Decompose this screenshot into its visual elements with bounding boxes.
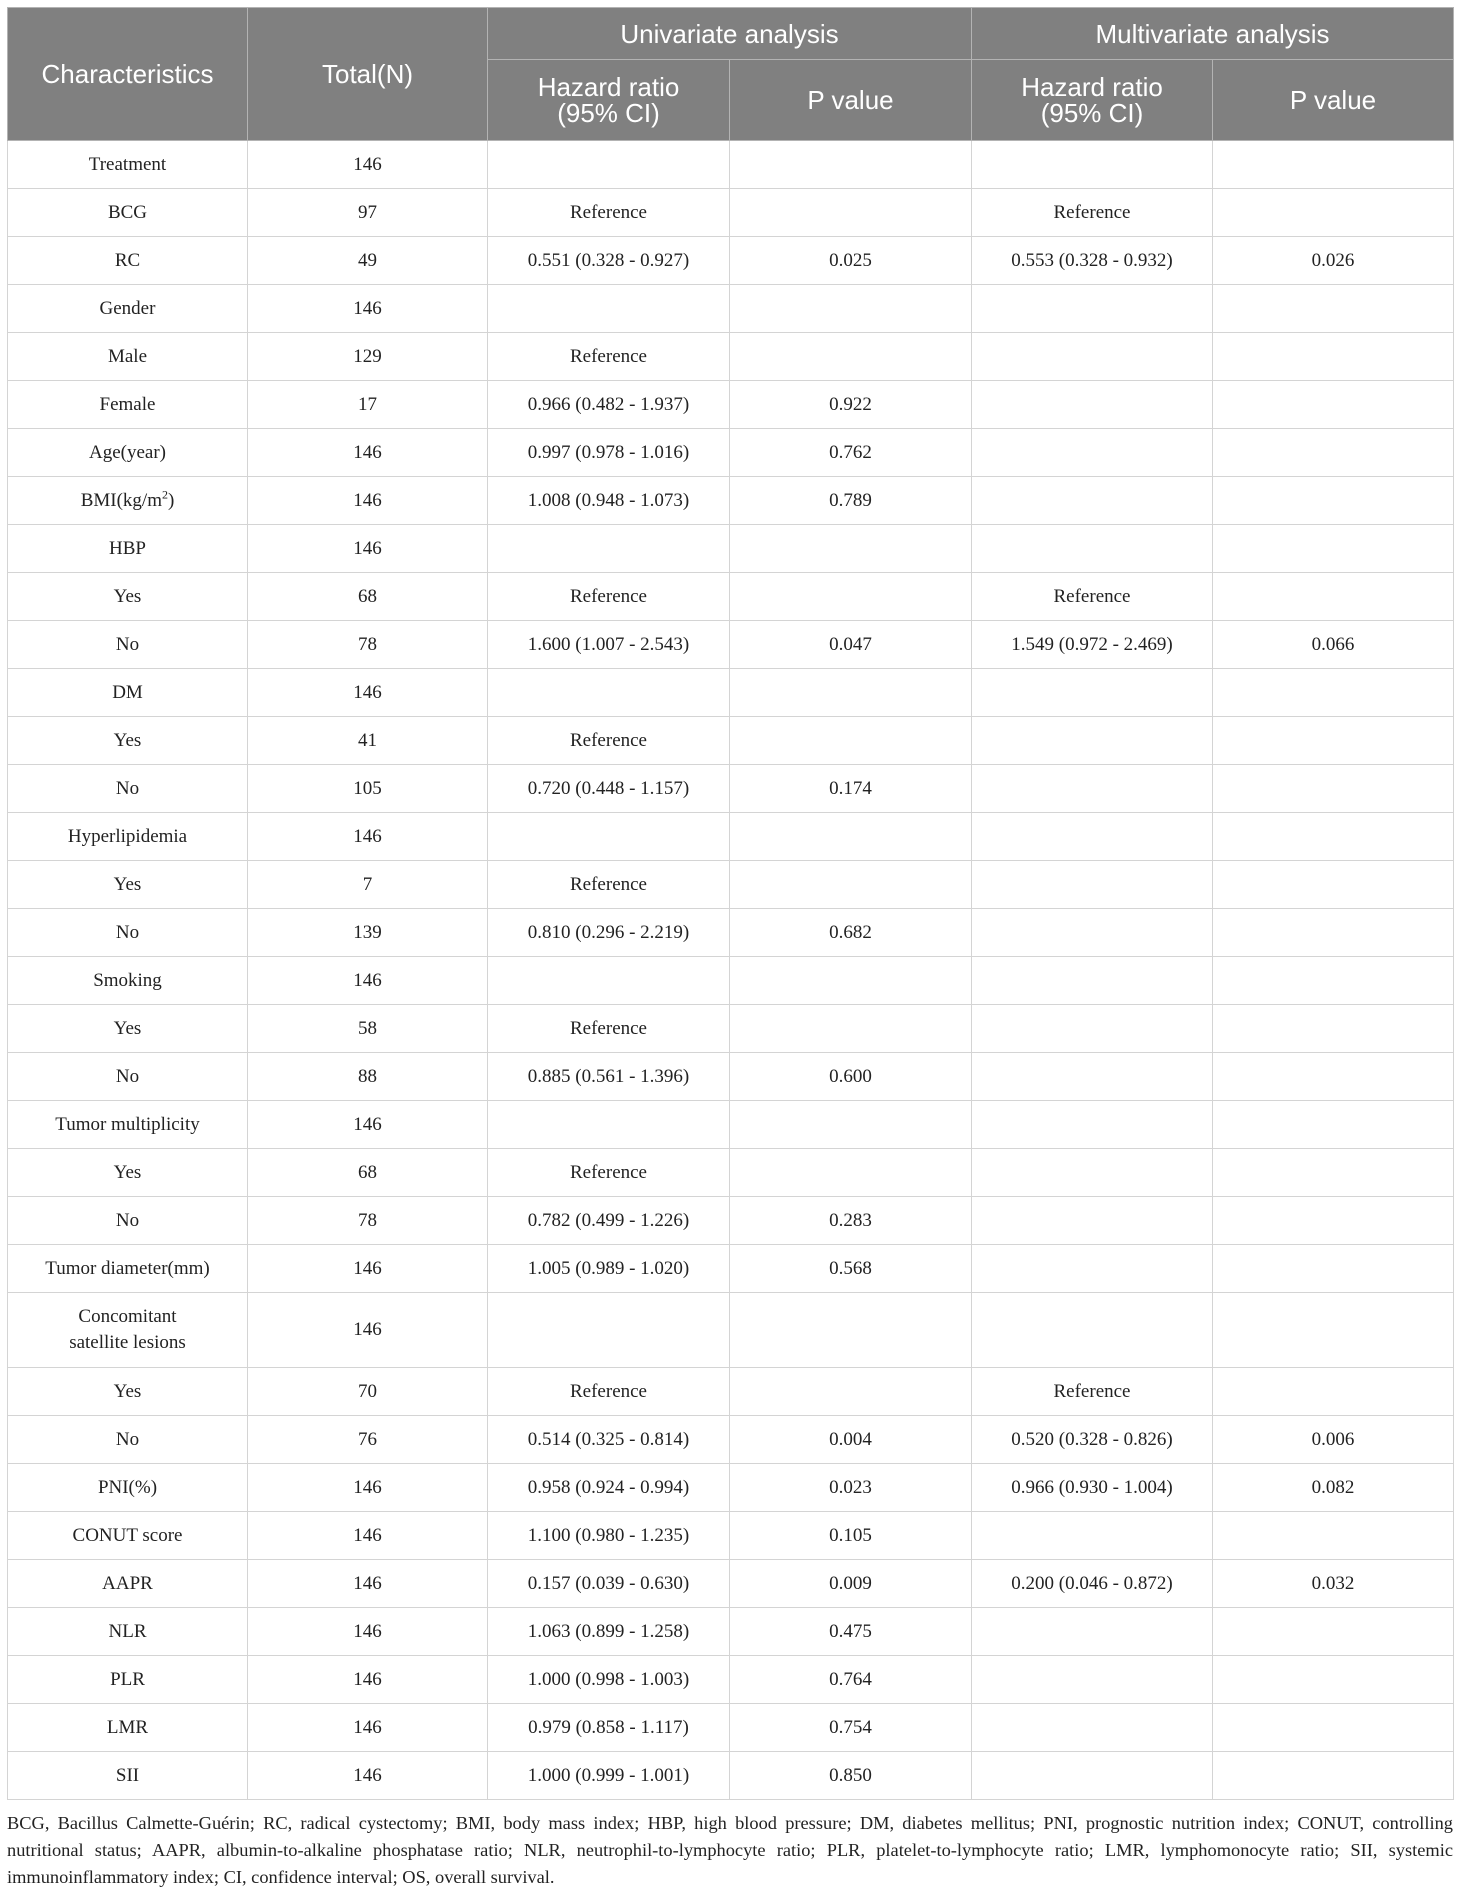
cell-univariate-hazard-ratio: Reference <box>488 1149 730 1197</box>
table-row <box>8 957 1454 1005</box>
cell-multivariate-hazard-ratio <box>972 669 1213 717</box>
cell-characteristic: Yes <box>8 573 248 621</box>
table-row <box>8 1560 1454 1608</box>
table-row <box>8 909 1454 957</box>
cell-characteristic: Yes <box>8 1149 248 1197</box>
table-row <box>8 621 1454 669</box>
cell-univariate-p-value: 0.283 <box>730 1197 972 1245</box>
cell-characteristic: No <box>8 621 248 669</box>
cell-univariate-p-value: 0.568 <box>730 1245 972 1293</box>
cell-multivariate-hazard-ratio <box>972 141 1213 189</box>
table-row <box>8 1656 1454 1704</box>
cell-characteristic: SII <box>8 1752 248 1800</box>
cell-total: 146 <box>248 1101 488 1149</box>
cell-multivariate-hazard-ratio <box>972 1005 1213 1053</box>
cell-univariate-p-value <box>730 285 972 333</box>
cell-total: 146 <box>248 1245 488 1293</box>
table-row <box>8 813 1454 861</box>
cell-total: 146 <box>248 429 488 477</box>
cell-characteristic: Age(year) <box>8 429 248 477</box>
cell-total: 105 <box>248 765 488 813</box>
cell-total: 146 <box>248 1512 488 1560</box>
table-row <box>8 189 1454 237</box>
cell-total: 78 <box>248 621 488 669</box>
cell-total: 146 <box>248 1560 488 1608</box>
table-row <box>8 1053 1454 1101</box>
cell-univariate-hazard-ratio: 0.958 (0.924 - 0.994) <box>488 1464 730 1512</box>
table-row <box>8 1245 1454 1293</box>
cell-multivariate-p-value <box>1213 1197 1454 1245</box>
cell-multivariate-p-value <box>1213 1752 1454 1800</box>
cell-univariate-hazard-ratio: 0.551 (0.328 - 0.927) <box>488 237 730 285</box>
cell-total: 41 <box>248 717 488 765</box>
cell-univariate-hazard-ratio <box>488 813 730 861</box>
cell-total: 146 <box>248 813 488 861</box>
cell-univariate-p-value: 0.004 <box>730 1416 972 1464</box>
cell-total: 78 <box>248 1197 488 1245</box>
header-characteristics: Characteristics <box>8 8 248 141</box>
characteristic-text-end: ) <box>167 489 175 511</box>
cell-univariate-p-value <box>730 861 972 909</box>
cell-univariate-p-value: 0.850 <box>730 1752 972 1800</box>
cell-multivariate-p-value <box>1213 189 1454 237</box>
cell-univariate-hazard-ratio: 0.514 (0.325 - 0.814) <box>488 1416 730 1464</box>
cell-characteristic: Tumor diameter(mm) <box>8 1245 248 1293</box>
cell-univariate-hazard-ratio <box>488 1101 730 1149</box>
cell-univariate-p-value <box>730 141 972 189</box>
cell-multivariate-p-value <box>1213 669 1454 717</box>
cell-multivariate-hazard-ratio: Reference <box>972 573 1213 621</box>
cell-univariate-p-value: 0.025 <box>730 237 972 285</box>
cell-univariate-p-value: 0.047 <box>730 621 972 669</box>
table-row <box>8 1101 1454 1149</box>
cell-characteristic: Yes <box>8 717 248 765</box>
cell-multivariate-p-value <box>1213 1149 1454 1197</box>
cell-multivariate-p-value <box>1213 813 1454 861</box>
hazard-ratio-line2: (95% CI) <box>557 98 660 128</box>
cell-univariate-p-value: 0.682 <box>730 909 972 957</box>
cell-multivariate-hazard-ratio: Reference <box>972 1368 1213 1416</box>
cell-univariate-hazard-ratio: 1.000 (0.998 - 1.003) <box>488 1656 730 1704</box>
characteristic-text: Concomitant <box>78 1306 177 1327</box>
cell-total: 76 <box>248 1416 488 1464</box>
cell-univariate-p-value <box>730 957 972 1005</box>
cell-univariate-p-value: 0.600 <box>730 1053 972 1101</box>
cell-multivariate-p-value <box>1213 909 1454 957</box>
cell-multivariate-hazard-ratio <box>972 285 1213 333</box>
cell-characteristic <box>8 477 248 525</box>
cell-characteristic: CONUT score <box>8 1512 248 1560</box>
cell-multivariate-hazard-ratio <box>972 717 1213 765</box>
table-row <box>8 573 1454 621</box>
table-row <box>8 861 1454 909</box>
cell-univariate-hazard-ratio: 0.997 (0.978 - 1.016) <box>488 429 730 477</box>
table-footnote: BCG, Bacillus Calmette-Guérin; RC, radical cystectomy; BMI, body mass index; HBP, high blood pressure; DM, diabetes mellitus; PNI, prognostic nutrition index; CONUT, controlling nutritional status; AAPR, albumin-to-alkaline phosphatase ratio; NLR, neutrophil-to-lymphocyte ratio; PLR, platelet-to-lymphocyte ratio; LMR, lymphomonocyte ratio; SII, systemic immunoinflammatory index; CI, confidence interval; OS, overall survival. <box>7 1813 1453 1887</box>
cell-univariate-hazard-ratio <box>488 285 730 333</box>
table-row <box>8 1416 1454 1464</box>
table-header <box>8 8 1454 141</box>
cell-univariate-p-value <box>730 189 972 237</box>
table-row <box>8 429 1454 477</box>
cell-multivariate-hazard-ratio <box>972 1053 1213 1101</box>
cell-univariate-p-value <box>730 573 972 621</box>
cell-characteristic: Yes <box>8 1368 248 1416</box>
cell-multivariate-hazard-ratio <box>972 477 1213 525</box>
cell-characteristic <box>8 1293 248 1368</box>
header-multivariate-p-value: P value <box>1213 60 1454 141</box>
cell-total: 146 <box>248 669 488 717</box>
characteristic-text: BMI(kg/m <box>80 489 162 511</box>
cell-univariate-hazard-ratio: Reference <box>488 861 730 909</box>
cell-univariate-p-value: 0.762 <box>730 429 972 477</box>
cell-multivariate-hazard-ratio: 0.520 (0.328 - 0.826) <box>972 1416 1213 1464</box>
header-univariate-hazard-ratio <box>488 60 730 141</box>
table-row <box>8 1752 1454 1800</box>
cell-univariate-hazard-ratio: 0.782 (0.499 - 1.226) <box>488 1197 730 1245</box>
table-row <box>8 1005 1454 1053</box>
table-row <box>8 765 1454 813</box>
cell-multivariate-hazard-ratio <box>972 1293 1213 1368</box>
cell-multivariate-p-value <box>1213 1656 1454 1704</box>
cell-univariate-hazard-ratio <box>488 141 730 189</box>
cell-total: 146 <box>248 957 488 1005</box>
cell-univariate-p-value: 0.754 <box>730 1704 972 1752</box>
cell-multivariate-hazard-ratio <box>972 381 1213 429</box>
cell-characteristic: BCG <box>8 189 248 237</box>
cell-univariate-p-value: 0.023 <box>730 1464 972 1512</box>
cell-multivariate-p-value: 0.066 <box>1213 621 1454 669</box>
cell-univariate-hazard-ratio: 1.005 (0.989 - 1.020) <box>488 1245 730 1293</box>
header-univariate: Univariate analysis <box>488 8 972 60</box>
cell-characteristic: Treatment <box>8 141 248 189</box>
cell-univariate-hazard-ratio: 0.720 (0.448 - 1.157) <box>488 765 730 813</box>
cell-multivariate-p-value <box>1213 285 1454 333</box>
cell-univariate-hazard-ratio: 1.100 (0.980 - 1.235) <box>488 1512 730 1560</box>
cell-multivariate-p-value <box>1213 381 1454 429</box>
header-univariate-p-value: P value <box>730 60 972 141</box>
table-row <box>8 1608 1454 1656</box>
cell-multivariate-hazard-ratio <box>972 957 1213 1005</box>
cell-total: 88 <box>248 1053 488 1101</box>
cell-characteristic: No <box>8 1053 248 1101</box>
cell-multivariate-hazard-ratio: 0.553 (0.328 - 0.932) <box>972 237 1213 285</box>
cell-characteristic: No <box>8 909 248 957</box>
cell-multivariate-p-value <box>1213 1512 1454 1560</box>
cell-univariate-hazard-ratio: 1.000 (0.999 - 1.001) <box>488 1752 730 1800</box>
cell-multivariate-hazard-ratio <box>972 813 1213 861</box>
cell-multivariate-p-value <box>1213 1608 1454 1656</box>
cell-multivariate-hazard-ratio <box>972 861 1213 909</box>
table-row <box>8 669 1454 717</box>
table-row <box>8 477 1454 525</box>
cell-characteristic: AAPR <box>8 1560 248 1608</box>
cell-univariate-p-value <box>730 1101 972 1149</box>
cell-total: 146 <box>248 141 488 189</box>
cell-multivariate-hazard-ratio <box>972 909 1213 957</box>
cell-characteristic: LMR <box>8 1704 248 1752</box>
cell-multivariate-p-value <box>1213 861 1454 909</box>
table-row <box>8 237 1454 285</box>
cell-multivariate-hazard-ratio <box>972 1101 1213 1149</box>
cell-total: 97 <box>248 189 488 237</box>
cell-characteristic: Male <box>8 333 248 381</box>
table-row <box>8 1512 1454 1560</box>
cell-total: 17 <box>248 381 488 429</box>
cell-characteristic: Yes <box>8 1005 248 1053</box>
cell-total: 70 <box>248 1368 488 1416</box>
cell-multivariate-p-value: 0.082 <box>1213 1464 1454 1512</box>
table-row <box>8 1293 1454 1368</box>
cell-univariate-p-value <box>730 1005 972 1053</box>
cell-characteristic: RC <box>8 237 248 285</box>
cell-univariate-hazard-ratio: 1.063 (0.899 - 1.258) <box>488 1608 730 1656</box>
cell-multivariate-p-value <box>1213 1005 1454 1053</box>
header-multivariate: Multivariate analysis <box>972 8 1454 60</box>
cell-total: 146 <box>248 1293 488 1368</box>
cell-total: 146 <box>248 477 488 525</box>
cell-multivariate-hazard-ratio: 0.966 (0.930 - 1.004) <box>972 1464 1213 1512</box>
cell-univariate-hazard-ratio <box>488 525 730 573</box>
table-row <box>8 1368 1454 1416</box>
cox-regression-table <box>7 7 1454 1800</box>
cell-univariate-p-value: 0.475 <box>730 1608 972 1656</box>
characteristic-text-line2: satellite lesions <box>69 1332 186 1353</box>
cell-multivariate-p-value <box>1213 525 1454 573</box>
cell-characteristic: PLR <box>8 1656 248 1704</box>
cell-characteristic: Gender <box>8 285 248 333</box>
cell-univariate-hazard-ratio: Reference <box>488 717 730 765</box>
table-body <box>8 141 1454 1800</box>
table-row <box>8 1464 1454 1512</box>
cell-total: 49 <box>248 237 488 285</box>
cell-univariate-hazard-ratio: Reference <box>488 1368 730 1416</box>
cell-univariate-p-value <box>730 1293 972 1368</box>
cell-multivariate-hazard-ratio <box>972 765 1213 813</box>
cell-univariate-hazard-ratio: 1.008 (0.948 - 1.073) <box>488 477 730 525</box>
cell-multivariate-hazard-ratio <box>972 1608 1213 1656</box>
cell-univariate-p-value: 0.789 <box>730 477 972 525</box>
cell-characteristic: Hyperlipidemia <box>8 813 248 861</box>
cell-multivariate-hazard-ratio <box>972 525 1213 573</box>
characteristic-superscript: 2 <box>161 487 168 502</box>
cell-univariate-p-value <box>730 669 972 717</box>
cell-characteristic: No <box>8 765 248 813</box>
cell-univariate-hazard-ratio: Reference <box>488 573 730 621</box>
cell-univariate-p-value: 0.174 <box>730 765 972 813</box>
cell-multivariate-hazard-ratio: 1.549 (0.972 - 2.469) <box>972 621 1213 669</box>
table-row <box>8 525 1454 573</box>
cell-multivariate-hazard-ratio <box>972 1704 1213 1752</box>
header-multivariate-hazard-ratio <box>972 60 1213 141</box>
cell-characteristic: Female <box>8 381 248 429</box>
cell-characteristic: Smoking <box>8 957 248 1005</box>
cell-multivariate-hazard-ratio: Reference <box>972 189 1213 237</box>
cell-multivariate-p-value <box>1213 765 1454 813</box>
cell-multivariate-p-value <box>1213 1245 1454 1293</box>
cell-multivariate-p-value <box>1213 957 1454 1005</box>
cell-univariate-hazard-ratio: Reference <box>488 189 730 237</box>
cell-univariate-hazard-ratio: Reference <box>488 333 730 381</box>
cell-total: 68 <box>248 573 488 621</box>
cell-univariate-p-value <box>730 1368 972 1416</box>
table-row <box>8 717 1454 765</box>
cell-characteristic: PNI(%) <box>8 1464 248 1512</box>
hazard-ratio-line1: Hazard ratio <box>537 72 680 102</box>
cell-multivariate-p-value <box>1213 333 1454 381</box>
cell-multivariate-p-value <box>1213 1293 1454 1368</box>
cell-total: 146 <box>248 525 488 573</box>
cell-multivariate-p-value: 0.026 <box>1213 237 1454 285</box>
cell-total: 146 <box>248 1704 488 1752</box>
cell-characteristic: DM <box>8 669 248 717</box>
cell-univariate-hazard-ratio: 0.885 (0.561 - 1.396) <box>488 1053 730 1101</box>
cell-total: 146 <box>248 1464 488 1512</box>
table-row <box>8 381 1454 429</box>
cell-total: 146 <box>248 1752 488 1800</box>
cell-univariate-hazard-ratio: Reference <box>488 1005 730 1053</box>
cell-multivariate-hazard-ratio <box>972 1656 1213 1704</box>
cell-multivariate-hazard-ratio <box>972 1197 1213 1245</box>
cell-total: 146 <box>248 1608 488 1656</box>
cell-univariate-p-value <box>730 1149 972 1197</box>
cell-multivariate-p-value <box>1213 1368 1454 1416</box>
table-row <box>8 1704 1454 1752</box>
cell-multivariate-hazard-ratio <box>972 1752 1213 1800</box>
cell-multivariate-p-value <box>1213 717 1454 765</box>
cell-multivariate-p-value <box>1213 1101 1454 1149</box>
cell-univariate-hazard-ratio: 1.600 (1.007 - 2.543) <box>488 621 730 669</box>
cell-total: 146 <box>248 1656 488 1704</box>
cell-multivariate-hazard-ratio <box>972 429 1213 477</box>
cell-characteristic: Yes <box>8 861 248 909</box>
cell-characteristic: No <box>8 1416 248 1464</box>
table-container <box>7 7 1453 1891</box>
header-total: Total(N) <box>248 8 488 141</box>
hazard-ratio-line2: (95% CI) <box>1040 98 1144 128</box>
cell-multivariate-p-value <box>1213 141 1454 189</box>
cell-characteristic: Tumor multiplicity <box>8 1101 248 1149</box>
cell-univariate-hazard-ratio: 0.979 (0.858 - 1.117) <box>488 1704 730 1752</box>
cell-univariate-p-value: 0.764 <box>730 1656 972 1704</box>
cell-univariate-p-value <box>730 717 972 765</box>
cell-characteristic: No <box>8 1197 248 1245</box>
cell-multivariate-p-value <box>1213 429 1454 477</box>
hazard-ratio-line1: Hazard ratio <box>1021 72 1163 102</box>
cell-univariate-hazard-ratio: 0.966 (0.482 - 1.937) <box>488 381 730 429</box>
cell-total: 68 <box>248 1149 488 1197</box>
cell-multivariate-p-value: 0.032 <box>1213 1560 1454 1608</box>
cell-multivariate-p-value <box>1213 1704 1454 1752</box>
table-row <box>8 1149 1454 1197</box>
cell-univariate-hazard-ratio <box>488 1293 730 1368</box>
cell-characteristic: NLR <box>8 1608 248 1656</box>
table-row <box>8 333 1454 381</box>
cell-multivariate-hazard-ratio <box>972 333 1213 381</box>
cell-multivariate-p-value <box>1213 1053 1454 1101</box>
cell-total: 7 <box>248 861 488 909</box>
cell-univariate-p-value <box>730 333 972 381</box>
cell-univariate-p-value: 0.105 <box>730 1512 972 1560</box>
cell-multivariate-p-value <box>1213 477 1454 525</box>
cell-multivariate-hazard-ratio: 0.200 (0.046 - 0.872) <box>972 1560 1213 1608</box>
cell-univariate-p-value <box>730 525 972 573</box>
cell-univariate-p-value <box>730 813 972 861</box>
cell-multivariate-p-value: 0.006 <box>1213 1416 1454 1464</box>
cell-univariate-hazard-ratio: 0.157 (0.039 - 0.630) <box>488 1560 730 1608</box>
cell-total: 129 <box>248 333 488 381</box>
cell-univariate-hazard-ratio <box>488 957 730 1005</box>
cell-total: 58 <box>248 1005 488 1053</box>
table-row <box>8 1197 1454 1245</box>
cell-univariate-p-value: 0.009 <box>730 1560 972 1608</box>
cell-total: 139 <box>248 909 488 957</box>
cell-multivariate-hazard-ratio <box>972 1149 1213 1197</box>
cell-univariate-p-value: 0.922 <box>730 381 972 429</box>
cell-univariate-hazard-ratio <box>488 669 730 717</box>
cell-characteristic: HBP <box>8 525 248 573</box>
cell-multivariate-p-value <box>1213 573 1454 621</box>
cell-multivariate-hazard-ratio <box>972 1512 1213 1560</box>
table-row <box>8 285 1454 333</box>
table-row <box>8 141 1454 189</box>
cell-multivariate-hazard-ratio <box>972 1245 1213 1293</box>
cell-univariate-hazard-ratio: 0.810 (0.296 - 2.219) <box>488 909 730 957</box>
cell-total: 146 <box>248 285 488 333</box>
